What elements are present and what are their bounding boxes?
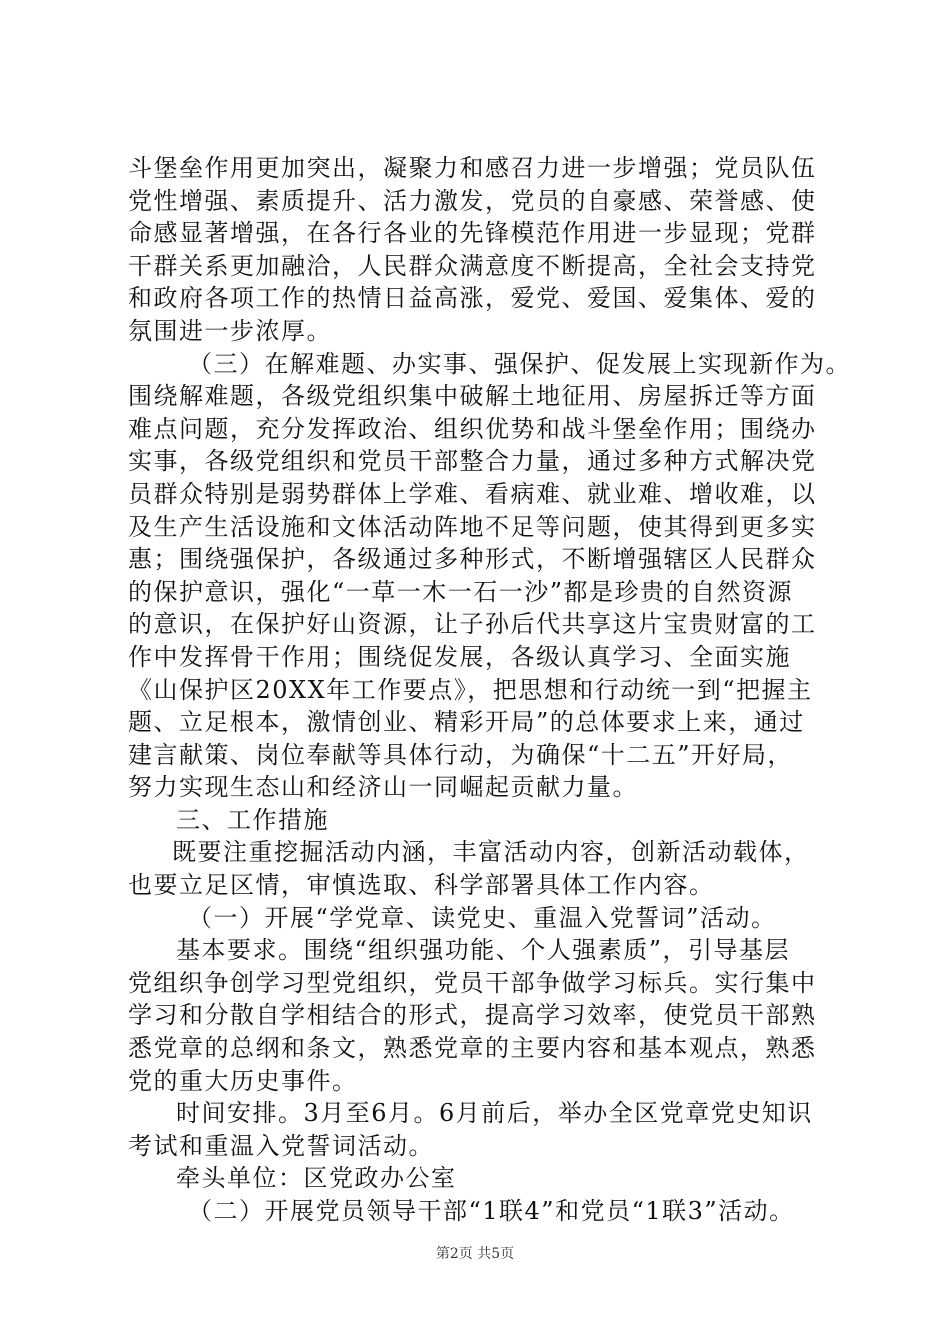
paragraph-line: 既要注重挖掘活动内涵，丰富活动内容，创新活动载体， — [172, 838, 810, 867]
paragraph-line: 员群众特别是弱势群体上学难、看病难、就业难、增收难，以 — [128, 479, 817, 508]
paragraph-line: 努力实现生态山和经济山一同崛起贡献力量。 — [128, 773, 638, 802]
section-heading-work-measures: 三、工作措施 — [176, 805, 329, 834]
paragraph-line: 作中发挥骨干作用；围绕促发展，各级认真学习、全面实施 — [128, 642, 791, 671]
page-footer: 第2页 共5页 — [435, 1246, 515, 1262]
paragraph-line: 的保护意识，强化“一草一木一石一沙”都是珍贵的自然资源 — [128, 577, 794, 606]
paragraph-line: 党组织争创学习型党组织，党员干部争做学习标兵。实行集中 — [128, 968, 817, 997]
paragraph-line: 也要立足区情，审慎选取、科学部署具体工作内容。 — [128, 871, 715, 900]
paragraph-line: 党性增强、素质提升、活力激发，党员的自豪感、荣誉感、使 — [128, 186, 817, 215]
paragraph-line: 围绕解难题，各级党组织集中破解土地征用、房屋拆迁等方面 — [128, 382, 817, 411]
paragraph-line: 考试和重温入党誓词活动。 — [128, 1131, 434, 1160]
paragraph-line: 难点问题，充分发挥政治、组织优势和战斗堡垒作用；围绕办 — [128, 414, 817, 443]
paragraph-line: 建言献策、岗位奉献等具体行动，为确保“十二五”开好局， — [128, 740, 794, 769]
paragraph-line: 《山保护区20XX年工作要点》，把思想和行动统一到“把握主 — [128, 675, 813, 704]
section-heading-1: （一）开展“学党章、读党史、重温入党誓词”活动。 — [188, 903, 777, 932]
paragraph-line: 的意识，在保护好山资源，让子孙后代共享这片宝贵财富的工 — [128, 610, 817, 639]
paragraph-line: 斗堡垒作用更加突出，凝聚力和感召力进一步增强；党员队伍 — [128, 154, 817, 182]
paragraph-line: 实事，各级党组织和党员干部整合力量，通过多种方式解决党 — [128, 447, 817, 476]
document-body — [128, 152, 851, 1228]
paragraph-line: 氛围进一步浓厚。 — [128, 316, 332, 345]
section-heading-3: （三）在解难题、办实事、强保护、促发展上实现新作为。 — [188, 349, 851, 378]
paragraph-line: 惠；围绕强保护，各级通过多种形式，不断增强辖区人民群众 — [128, 545, 817, 574]
paragraph-line: 题、立足根本，激情创业、精彩开局”的总体要求上来，通过 — [128, 708, 805, 737]
paragraph-line: 学习和分散自学相结合的形式，提高学习效率，使党员干部熟 — [128, 1001, 817, 1030]
paragraph-line: 党的重大历史事件。 — [128, 1066, 358, 1095]
paragraph-line: 悉党章的总纲和条文，熟悉党章的主要内容和基本观点，熟悉 — [128, 1034, 817, 1063]
paragraph-line: 基本要求。围绕“组织强功能、个人强素质”，引导基层 — [176, 936, 791, 965]
paragraph-line: 和政府各项工作的热情日益高涨，爱党、爱国、爱集体、爱的 — [128, 284, 817, 313]
paragraph-line: 干群关系更加融洽，人民群众满意度不断提高，全社会支持党 — [128, 251, 817, 280]
paragraph-line: 时间安排。3月至6月。6月前后，举办全区党章党史知识 — [176, 1099, 813, 1128]
paragraph-line: 及生产生活设施和文体活动阵地不足等问题，使其得到更多实 — [128, 512, 817, 541]
lead-unit-line: 牵头单位：区党政办公室 — [176, 1164, 457, 1193]
section-heading-2: （二）开展党员领导干部“1联4”和党员“1联3”活动。 — [188, 1197, 795, 1225]
paragraph-line: 命感显著增强，在各行各业的先锋模范作用进一步显现；党群 — [128, 219, 817, 248]
